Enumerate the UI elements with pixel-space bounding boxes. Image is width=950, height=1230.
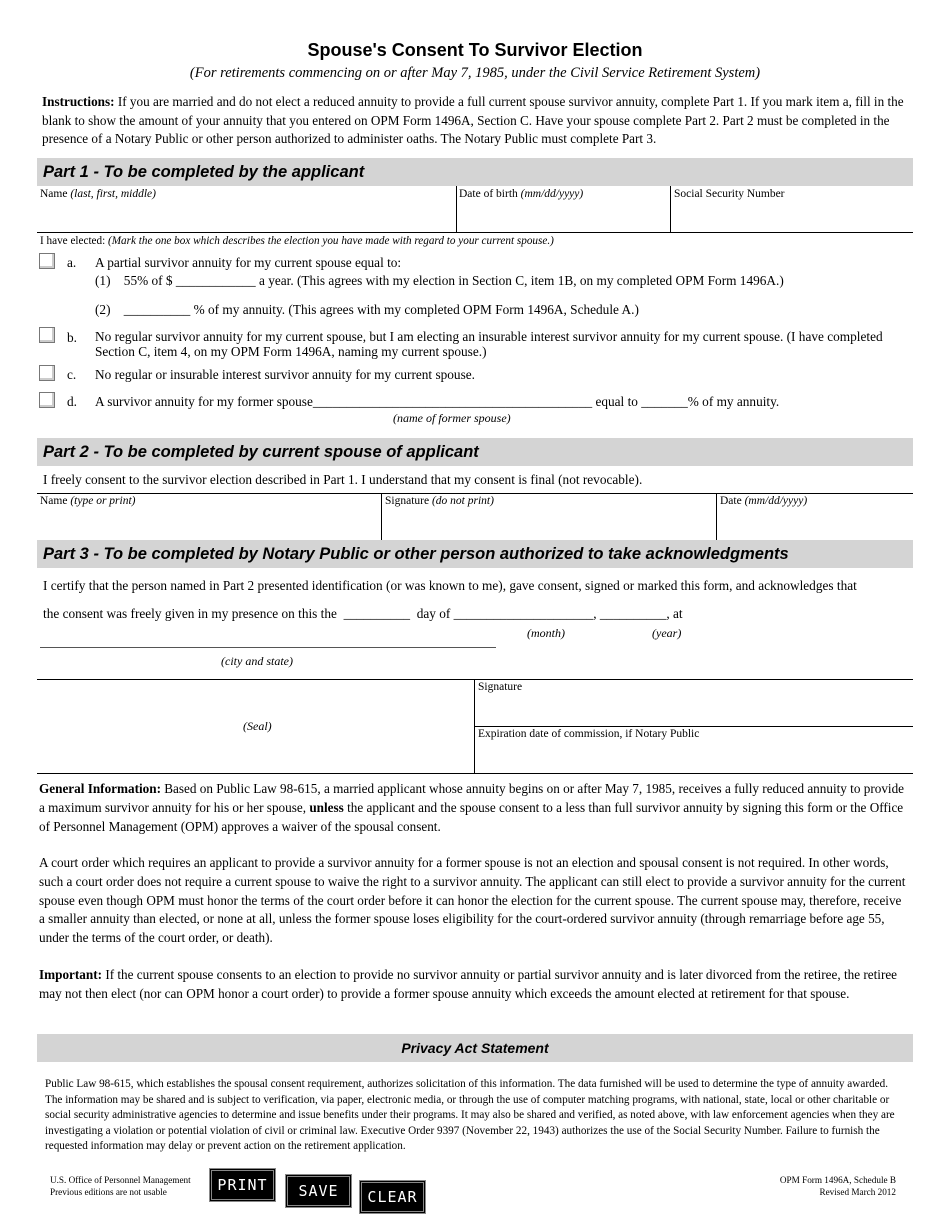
consent-text: I freely consent to the survivor election described in Part 1. I understand that my consent is final (not revocable). (43, 472, 643, 487)
instructions-text: If you are married and do not elect a reduced annuity to provide a full current spouse survivor annuity, complete Part 1. If you mark item a, fill in the blank to show the amount of your annuity that you entered on OPM Form 1496A, Section C. Have your spouse complete Part 2. Part 2 must be completed in the presence of a Notary Public or other person authorized to administer oaths. The Notary Public must complete Part 3. (42, 94, 904, 146)
instructions (42, 93, 912, 149)
notary-signature-field[interactable] (476, 696, 912, 724)
print-button[interactable]: PRINT (209, 1168, 276, 1202)
ssn-label: Social Security Number (674, 188, 785, 200)
spouse-name-label: Name (type or print) (40, 495, 136, 507)
spouse-name-field[interactable] (38, 510, 378, 538)
divider (456, 186, 457, 233)
privacy-heading: Privacy Act Statement (37, 1034, 913, 1062)
spouse-signature-field[interactable] (383, 510, 713, 538)
applicant-dob-field[interactable] (458, 203, 668, 231)
dob-label: Date of birth (mm/dd/yyyy) (459, 188, 584, 200)
city-state-caption: (city and state) (221, 654, 293, 668)
part2-heading: Part 2 - To be completed by current spouse of applicant (37, 438, 913, 466)
option-b-letter: b. (67, 330, 77, 345)
option-b-checkbox[interactable] (39, 327, 55, 343)
option-d-letter: d. (67, 394, 77, 409)
option-d-checkbox[interactable] (39, 392, 55, 408)
page-subtitle: (For retirements commencing on or after May 7, 1985, under the Civil Service Retirement System) (189, 65, 761, 81)
divider (474, 726, 913, 727)
footer-form-id: OPM Form 1496A, Schedule B Revised March 2012 (779, 1175, 896, 1197)
name-label: Name (last, first, middle) (40, 188, 156, 200)
notary-signature-label: Signature (478, 681, 523, 693)
city-state-line[interactable] (40, 647, 496, 648)
former-spouse-caption: (name of former spouse) (393, 411, 511, 425)
clear-button[interactable]: CLEAR (359, 1180, 426, 1214)
divider (716, 493, 717, 540)
footer-agency: U.S. Office of Personnel Management Previous editions are not usable (50, 1175, 191, 1197)
option-b-text: No regular survivor annuity for my current spouse, but I am electing an insurable interest survivor annuity for my current spouse. (I have completed Section C, item 4, on my OPM Form 1496A, naming my current spouse.) (95, 329, 883, 359)
expiration-label: Expiration date of commission, if Notary Public (478, 728, 700, 740)
option-a-text: A partial survivor annuity for my current spouse equal to: (95, 255, 402, 270)
spouse-signature-label: Signature (do not print) (385, 495, 494, 507)
expiration-field[interactable] (476, 743, 912, 771)
certify-line-2: the consent was freely given in my presence on this the __________ day of _____________________, __________, at (43, 606, 683, 621)
spouse-date-field[interactable] (718, 510, 912, 538)
divider (670, 186, 671, 233)
month-caption: (month) (527, 626, 565, 640)
divider (37, 232, 913, 233)
option-a-letter: a. (67, 255, 77, 270)
important-paragraph: Important: If the current spouse consents to an election to provide no survivor annuity or partial survivor annuity and is later divorced from the retiree, the retiree may not then elect (nor can OPM honor a court order) to provide a former spouse annuity which exceeds the amount elected at retirement for that spouse. (39, 967, 898, 1001)
applicant-ssn-field[interactable] (672, 203, 912, 231)
part1-heading: Part 1 - To be completed by the applicant (37, 158, 913, 186)
applicant-name-field[interactable] (38, 203, 454, 231)
year-caption: (year) (652, 626, 682, 640)
option-c-text: No regular or insurable interest survivor annuity for my current spouse. (95, 367, 475, 382)
divider (37, 493, 913, 494)
court-order-paragraph: A court order which requires an applicant to provide a survivor annuity for a former spouse is not an election and spousal consent is not required. In other words, such a court order does not require a current spouse to waive the right to a survivor annuity. The applicant can still elect to provide a survivor annuity for the current spouse even though OPM must honor the terms of the court order before it can honor the election for the current spouse. The current spouse may, therefore, receive a smaller annuity than elected, or none at all, unless the former spouse loses eligibility for the court-ordered survivor annuity (through remarriage before age 55, under the terms of the court order, or death). (39, 855, 906, 946)
page-title: Spouse's Consent To Survivor Election (307, 40, 643, 60)
divider (37, 773, 913, 774)
general-information: General Information: Based on Public Law 98-615, a married applicant whose annuity begins on or after May 7, 1985, receives a fully reduced annuity to provide a maximum survivor annuity for his or her spouse, unless the applicant and the spouse consent to a less than full survivor annuity by signing this form or the Office of Personnel Management (OPM) approves a waiver of the spousal consent. (39, 781, 905, 834)
seal-label: (Seal) (243, 719, 272, 733)
part3-heading: Part 3 - To be completed by Notary Public or other person authorized to take acknowledgments (37, 540, 913, 568)
elected-label: I have elected: (Mark the one box which describes the election you have made with regard to your current spouse.) (40, 235, 554, 247)
option-c-checkbox[interactable] (39, 365, 55, 381)
save-button[interactable]: SAVE (285, 1174, 352, 1208)
instructions-label: Instructions: (42, 94, 115, 109)
divider (381, 493, 382, 540)
option-a1-text: (1) 55% of $ ____________ a year. (This agrees with my election in Section C, item 1B, on my completed OPM Form 1496A.) (95, 273, 784, 288)
option-c-letter: c. (67, 367, 77, 382)
spouse-date-label: Date (mm/dd/yyyy) (720, 495, 808, 507)
option-a2-text: (2) __________ % of my annuity. (This agrees with my completed OPM Form 1496A, Schedule A.) (95, 302, 639, 317)
privacy-text: Public Law 98-615, which establishes the spousal consent requirement, authorizes solicitation of this information. The data furnished will be used to determine the type of annuity awarded. The information may be shared and is subject to verification, via paper, electronic media, or through the use of computer matching programs, with national, state, local or other charitable or social security administrative agencies to determine and issue benefits under their programs. It may also be shared and verified, as noted above, with law enforcement agencies when they are investigating a violation or potential violation of civil or criminal law. Executive Order 9397 (November 22, 1943) authorizes the use of the Social Security Number. Failure to furnish the requested information may delay or prevent action on the retirement application. (45, 1078, 895, 1153)
option-a-checkbox[interactable] (39, 253, 55, 269)
divider (37, 679, 913, 680)
certify-line-1: I certify that the person named in Part 2 presented identification (or was known to me), gave consent, signed or marked this form, and acknowledges that (43, 578, 857, 593)
option-d-text: A survivor annuity for my former spouse__________________________________________ equal to _______% of my annuity. (95, 394, 780, 409)
